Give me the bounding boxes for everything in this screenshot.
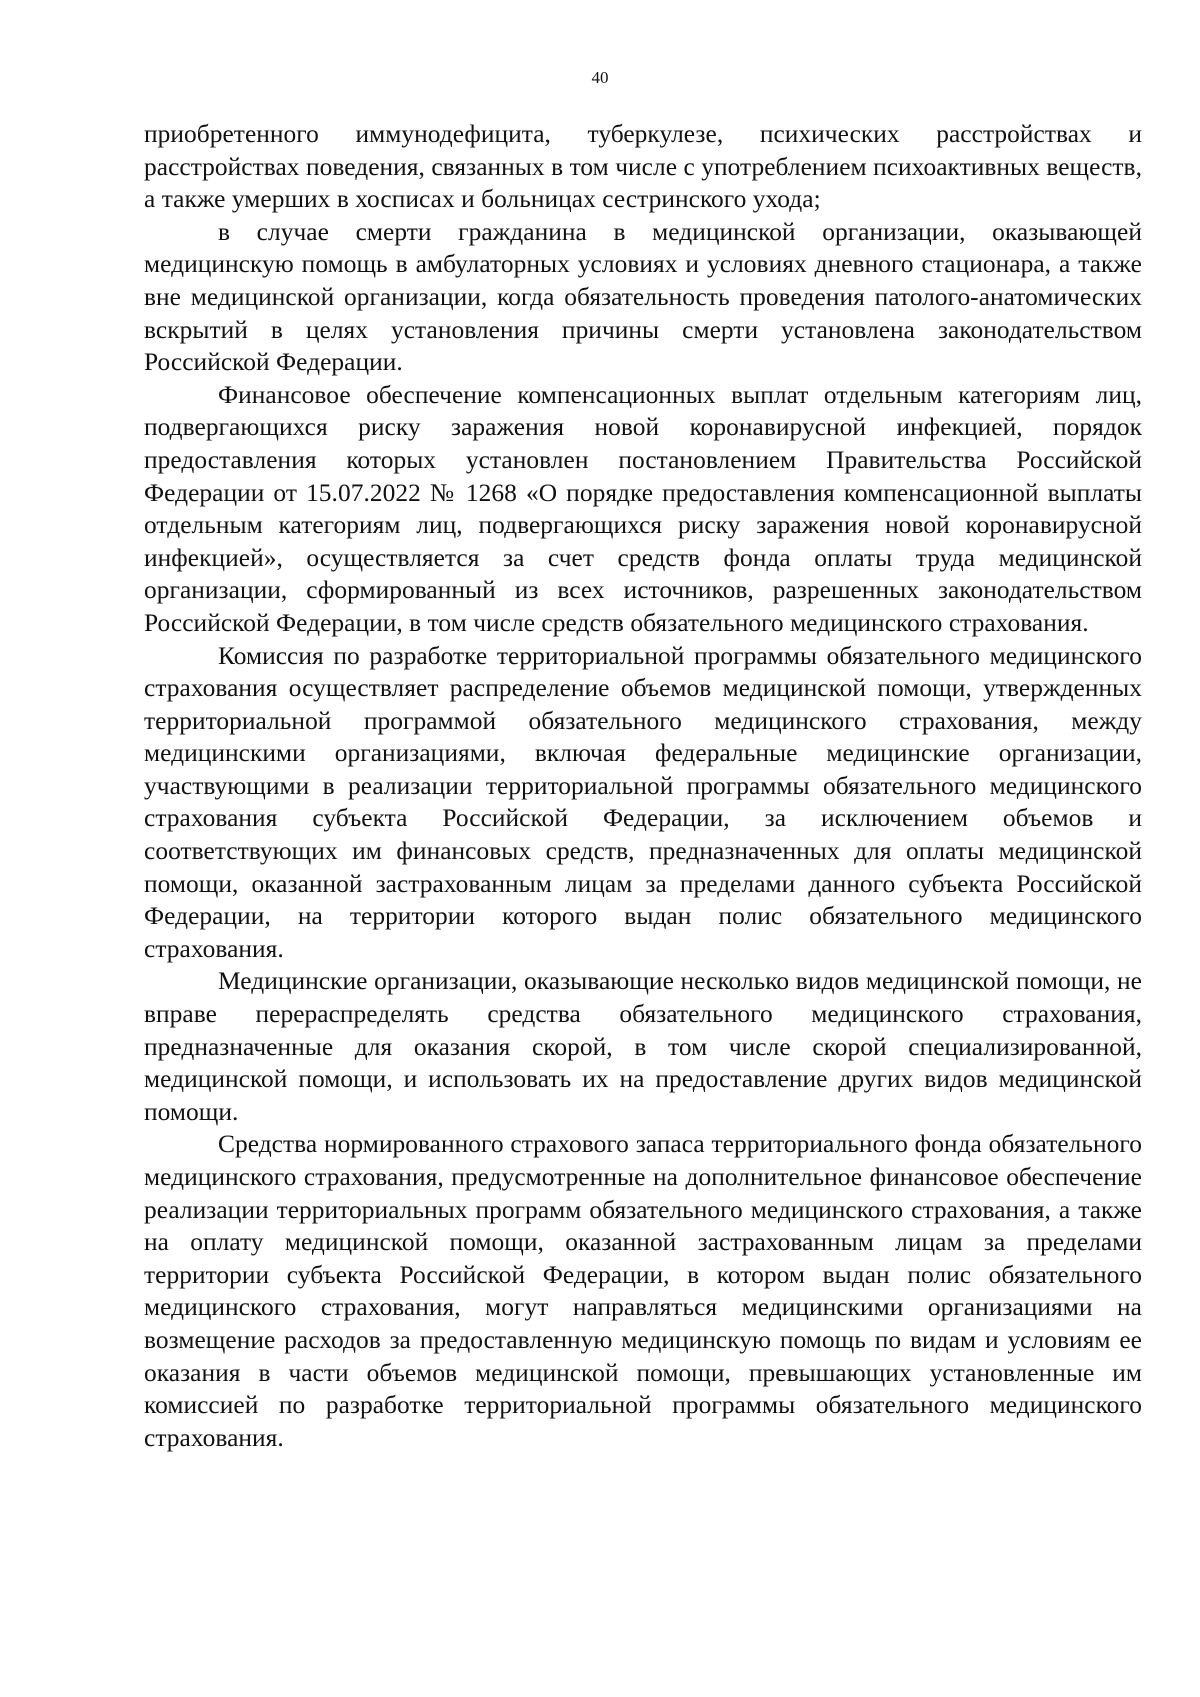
paragraph-commission-distribution: Комиссия по разработке территориальной программы обязательного медицинского страхования осуществляет распределение объемов медицинской помощи, утвержденных территориальной программой обязательного медицинского страхования, между медицинскими организациями, включая федеральные медицинские организации, участвующими в реализации территориальной программы обязательного медицинского страхования субъекта Российской Федерации, за исключением объемов и соответствующих им финансовых средств, предназначенных для оплаты медицинской помощи, оказанной застрахованным лицам за пределами данного субъекта Российской Федерации, на территории которого выдан полис обязательного медицинского страхования. <box>144 641 1142 963</box>
page-number: 40 <box>591 68 609 87</box>
document-body <box>144 118 1142 1454</box>
paragraph-compensation-payments: Финансовое обеспечение компенсационных выплат отдельным категориям лиц, подвергающихся риску заражения новой коронавирусной инфекцией, порядок предоставления которых установлен постановлением Правительства Российской Федерации от 15.07.2022 № 1268 «О порядке предоставления компенсационной выплаты отдельным категориям лиц, подвергающихся риску заражения новой коронавирусной инфекцией», осуществляется за счет средств фонда оплаты труда медицинской организации, сформированный из всех источников, разрешенных законодательством Российской Федерации, в том числе средств обязательного медицинского страхования. <box>144 380 1142 637</box>
paragraph-continuation: приобретенного иммунодефицита, туберкулезе, психических расстройствах и расстройствах поведения, связанных в том числе с употреблением психоактивных веществ, а также умерших в хосписах и больницах сестринского ухода; <box>144 120 1142 214</box>
paragraph-ambulance-funds: Медицинские организации, оказывающие несколько видов медицинской помощи, не вправе перераспределять средства обязательного медицинского страхования, предназначенные для оказания скорой, в том числе скорой специализированной, медицинской помощи, и использовать их на предоставление других видов медицинской помощи. <box>144 967 1142 1126</box>
paragraph-death-outside-hospital: в случае смерти гражданина в медицинской организации, оказывающей медицинскую помощь в амбулаторных условиях и условиях дневного стационара, а также вне медицинской организации, когда обязательность проведения патолого-анатомических вскрытий в целях установления причины смерти установлена законодательством Российской Федерации. <box>144 217 1142 377</box>
paragraph-reserve-funds: Средства нормированного страхового запаса территориального фонда обязательного медицинского страхования, предусмотренные на дополнительное финансовое обеспечение реализации территориальных программ обязательного медицинского страхования, а также на оплату медицинской помощи, оказанной застрахованным лицам за пределами территории субъекта Российской Федерации, в котором выдан полис обязательного медицинского страхования, могут направляться медицинскими организациями на возмещение расходов за предоставленную медицинскую помощь по видам и условиям ее оказания в части объемов медицинской помощи, превышающих установленные им комиссией по разработке территориальной программы обязательного медицинского страхования. <box>144 1130 1142 1452</box>
